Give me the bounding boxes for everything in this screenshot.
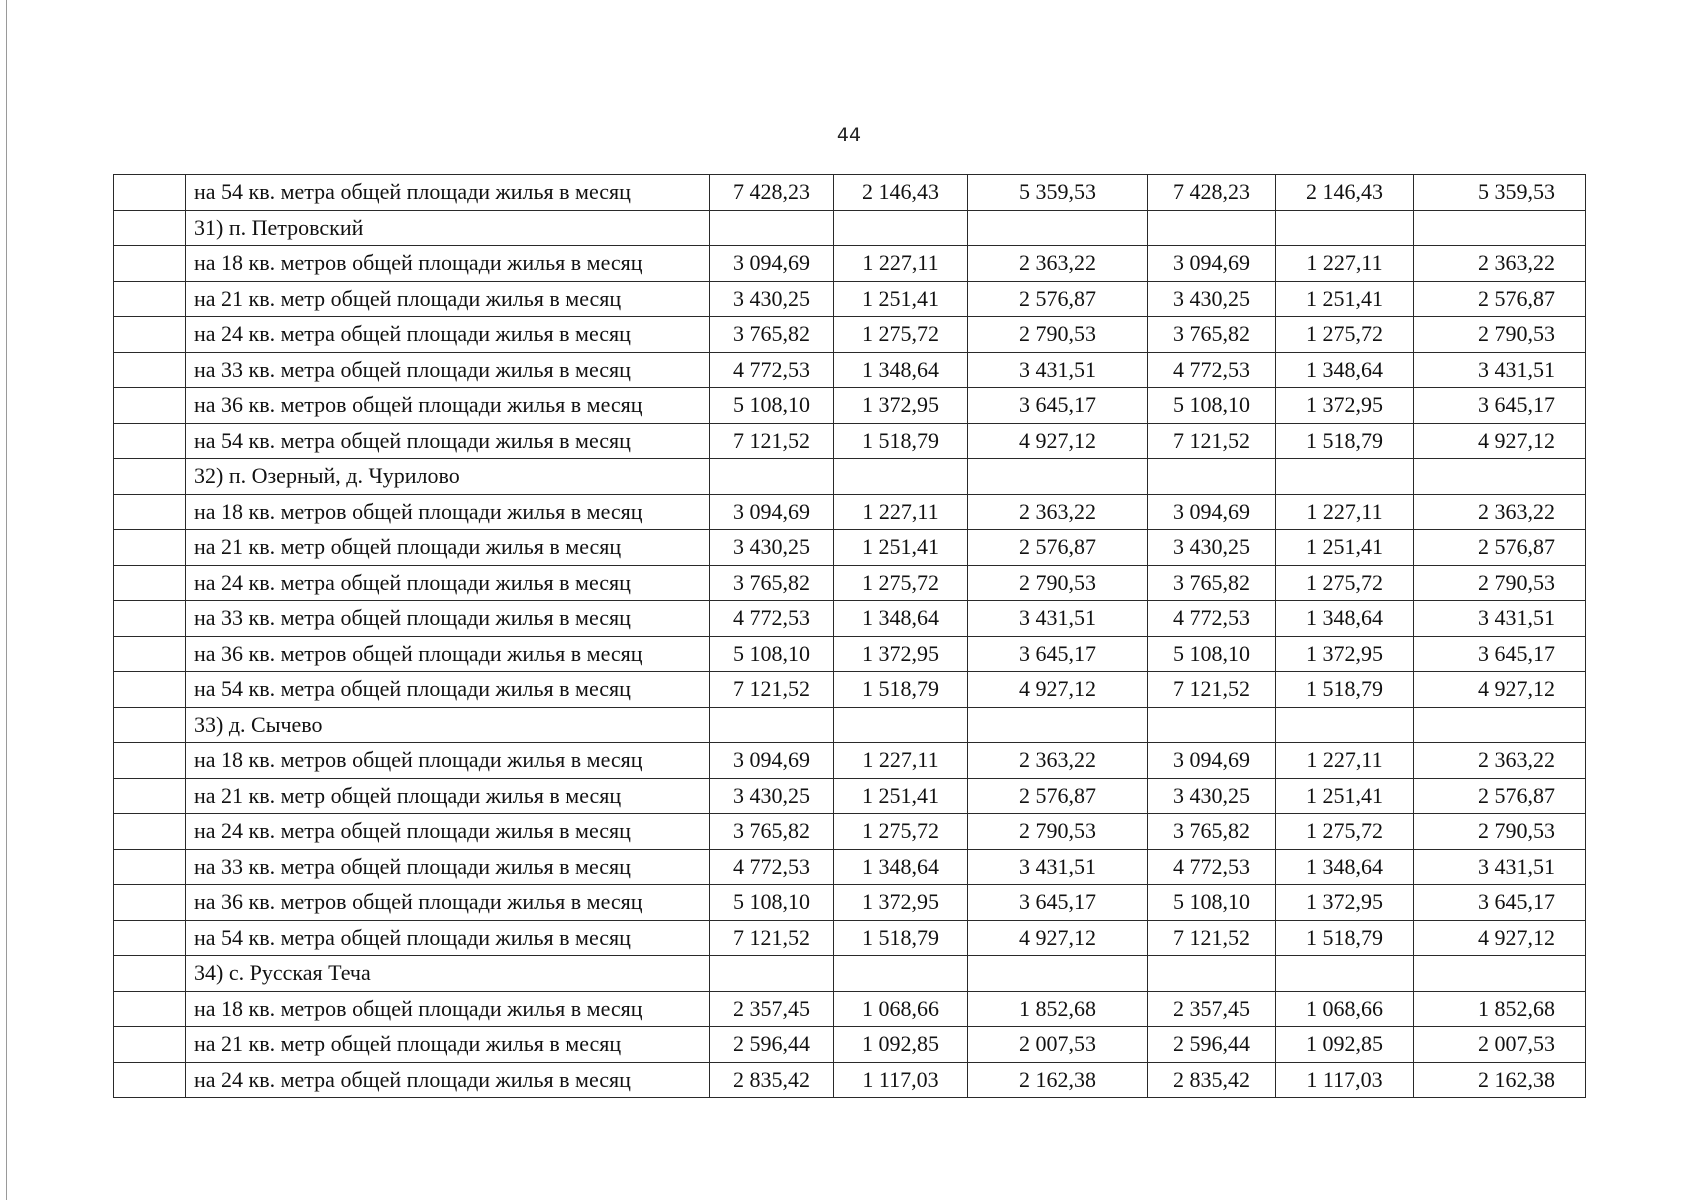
value-cell-3: 2 007,53	[968, 1027, 1148, 1063]
section-label: 31) п. Петровский	[186, 210, 710, 246]
value-cell-5: 1 227,11	[1276, 246, 1414, 282]
row-label: на 33 кв. метра общей площади жилья в месяц	[186, 352, 710, 388]
value-cell-4: 7 121,52	[1148, 920, 1276, 956]
row-number-cell	[114, 707, 186, 743]
value-cell-4: 5 108,10	[1148, 388, 1276, 424]
value-cell-3: 4 927,12	[968, 920, 1148, 956]
value-cell-6: 2 162,38	[1414, 1062, 1586, 1098]
value-cell-1: 3 765,82	[710, 317, 834, 353]
value-cell-4: 3 430,25	[1148, 530, 1276, 566]
value-cell-1: 5 108,10	[710, 636, 834, 672]
value-cell-1	[710, 459, 834, 495]
value-cell-6: 4 927,12	[1414, 672, 1586, 708]
value-cell-2	[834, 210, 968, 246]
section-label: 33) д. Сычево	[186, 707, 710, 743]
value-cell-6: 3 431,51	[1414, 601, 1586, 637]
row-label: на 24 кв. метра общей площади жилья в месяц	[186, 565, 710, 601]
value-cell-6: 3 431,51	[1414, 352, 1586, 388]
value-cell-2: 1 372,95	[834, 885, 968, 921]
value-cell-5: 1 227,11	[1276, 743, 1414, 779]
value-cell-6: 3 645,17	[1414, 885, 1586, 921]
value-cell-2: 1 348,64	[834, 849, 968, 885]
value-cell-5: 1 348,64	[1276, 849, 1414, 885]
value-cell-3: 3 645,17	[968, 636, 1148, 672]
row-label: на 54 кв. метра общей площади жилья в месяц	[186, 423, 710, 459]
value-cell-5: 1 251,41	[1276, 778, 1414, 814]
value-cell-6: 2 790,53	[1414, 317, 1586, 353]
row-label: на 21 кв. метр общей площади жилья в месяц	[186, 1027, 710, 1063]
row-number-cell	[114, 601, 186, 637]
table-row	[114, 494, 1586, 530]
value-cell-3: 3 431,51	[968, 849, 1148, 885]
value-cell-5: 1 348,64	[1276, 352, 1414, 388]
row-number-cell	[114, 636, 186, 672]
row-number-cell	[114, 352, 186, 388]
value-cell-2: 1 251,41	[834, 530, 968, 566]
table-row	[114, 814, 1586, 850]
value-cell-3: 2 363,22	[968, 494, 1148, 530]
table-row	[114, 743, 1586, 779]
section-label: 34) с. Русская Теча	[186, 956, 710, 992]
table-row	[114, 281, 1586, 317]
scan-edge-line	[6, 0, 7, 1200]
value-cell-4: 3 094,69	[1148, 246, 1276, 282]
table-row	[114, 175, 1586, 211]
row-label: на 21 кв. метр общей площади жилья в месяц	[186, 778, 710, 814]
value-cell-5: 1 251,41	[1276, 530, 1414, 566]
section-row	[114, 459, 1586, 495]
value-cell-5: 1 372,95	[1276, 388, 1414, 424]
value-cell-3	[968, 210, 1148, 246]
value-cell-3	[968, 459, 1148, 495]
value-cell-2	[834, 707, 968, 743]
value-cell-6: 5 359,53	[1414, 175, 1586, 211]
value-cell-5: 2 146,43	[1276, 175, 1414, 211]
value-cell-2: 1 227,11	[834, 246, 968, 282]
row-number-cell	[114, 423, 186, 459]
value-cell-2: 1 227,11	[834, 743, 968, 779]
value-cell-2: 1 518,79	[834, 423, 968, 459]
table-row	[114, 423, 1586, 459]
value-cell-3: 2 790,53	[968, 565, 1148, 601]
value-cell-3: 3 431,51	[968, 352, 1148, 388]
table-row	[114, 991, 1586, 1027]
value-cell-1: 2 357,45	[710, 991, 834, 1027]
row-label: на 18 кв. метров общей площади жилья в месяц	[186, 246, 710, 282]
value-cell-4	[1148, 707, 1276, 743]
value-cell-4: 7 121,52	[1148, 423, 1276, 459]
section-label: 32) п. Озерный, д. Чурилово	[186, 459, 710, 495]
row-number-cell	[114, 814, 186, 850]
value-cell-1: 7 428,23	[710, 175, 834, 211]
row-number-cell	[114, 956, 186, 992]
value-cell-4: 3 430,25	[1148, 281, 1276, 317]
value-cell-3: 2 576,87	[968, 530, 1148, 566]
section-row	[114, 210, 1586, 246]
value-cell-4	[1148, 210, 1276, 246]
value-cell-6: 2 790,53	[1414, 814, 1586, 850]
value-cell-2: 1 518,79	[834, 672, 968, 708]
value-cell-1: 5 108,10	[710, 885, 834, 921]
value-cell-1: 3 094,69	[710, 743, 834, 779]
value-cell-5	[1276, 707, 1414, 743]
value-cell-3: 5 359,53	[968, 175, 1148, 211]
value-cell-6	[1414, 707, 1586, 743]
value-cell-3: 2 363,22	[968, 743, 1148, 779]
page-number: 44	[836, 124, 862, 146]
value-cell-5: 1 275,72	[1276, 814, 1414, 850]
value-cell-1: 3 430,25	[710, 530, 834, 566]
row-number-cell	[114, 672, 186, 708]
value-cell-5: 1 068,66	[1276, 991, 1414, 1027]
value-cell-6: 2 363,22	[1414, 246, 1586, 282]
table-row	[114, 246, 1586, 282]
table-row	[114, 601, 1586, 637]
row-number-cell	[114, 459, 186, 495]
value-cell-1: 3 765,82	[710, 565, 834, 601]
table-row	[114, 1062, 1586, 1098]
row-number-cell	[114, 317, 186, 353]
row-number-cell	[114, 565, 186, 601]
value-cell-5: 1 372,95	[1276, 885, 1414, 921]
value-cell-6: 3 645,17	[1414, 636, 1586, 672]
value-cell-4: 2 835,42	[1148, 1062, 1276, 1098]
value-cell-2: 1 275,72	[834, 814, 968, 850]
value-cell-2: 1 275,72	[834, 565, 968, 601]
value-cell-4: 4 772,53	[1148, 601, 1276, 637]
value-cell-5: 1 117,03	[1276, 1062, 1414, 1098]
value-cell-5: 1 227,11	[1276, 494, 1414, 530]
value-cell-3: 3 431,51	[968, 601, 1148, 637]
value-cell-1: 7 121,52	[710, 672, 834, 708]
value-cell-6: 4 927,12	[1414, 423, 1586, 459]
row-number-cell	[114, 210, 186, 246]
value-cell-3: 2 363,22	[968, 246, 1148, 282]
value-cell-6: 3 645,17	[1414, 388, 1586, 424]
value-cell-3: 2 162,38	[968, 1062, 1148, 1098]
row-label: на 21 кв. метр общей площади жилья в месяц	[186, 530, 710, 566]
row-label: на 54 кв. метра общей площади жилья в месяц	[186, 175, 710, 211]
section-row	[114, 707, 1586, 743]
table-row	[114, 317, 1586, 353]
row-label: на 24 кв. метра общей площади жилья в месяц	[186, 317, 710, 353]
row-label: на 54 кв. метра общей площади жилья в месяц	[186, 920, 710, 956]
value-cell-3: 3 645,17	[968, 388, 1148, 424]
value-cell-1: 4 772,53	[710, 352, 834, 388]
table-row	[114, 530, 1586, 566]
row-label: на 24 кв. метра общей площади жилья в месяц	[186, 814, 710, 850]
table-row	[114, 388, 1586, 424]
row-label: на 54 кв. метра общей площади жилья в месяц	[186, 672, 710, 708]
value-cell-1: 3 430,25	[710, 778, 834, 814]
value-cell-3: 4 927,12	[968, 423, 1148, 459]
value-cell-4: 7 428,23	[1148, 175, 1276, 211]
value-cell-1: 2 596,44	[710, 1027, 834, 1063]
value-cell-1	[710, 707, 834, 743]
value-cell-3: 4 927,12	[968, 672, 1148, 708]
value-cell-6: 2 576,87	[1414, 281, 1586, 317]
row-number-cell	[114, 530, 186, 566]
value-cell-4: 4 772,53	[1148, 849, 1276, 885]
row-label: на 33 кв. метра общей площади жилья в месяц	[186, 849, 710, 885]
value-cell-2: 1 348,64	[834, 601, 968, 637]
value-cell-3: 2 576,87	[968, 778, 1148, 814]
table-row	[114, 636, 1586, 672]
table-row	[114, 672, 1586, 708]
value-cell-2	[834, 459, 968, 495]
table-row	[114, 849, 1586, 885]
value-cell-1: 4 772,53	[710, 601, 834, 637]
value-cell-5: 1 092,85	[1276, 1027, 1414, 1063]
value-cell-6: 1 852,68	[1414, 991, 1586, 1027]
value-cell-5: 1 372,95	[1276, 636, 1414, 672]
value-cell-1: 3 430,25	[710, 281, 834, 317]
value-cell-1: 3 094,69	[710, 246, 834, 282]
value-cell-2: 1 275,72	[834, 317, 968, 353]
row-number-cell	[114, 920, 186, 956]
value-cell-5: 1 275,72	[1276, 317, 1414, 353]
value-cell-2: 2 146,43	[834, 175, 968, 211]
value-cell-6: 2 007,53	[1414, 1027, 1586, 1063]
row-number-cell	[114, 1062, 186, 1098]
row-number-cell	[114, 175, 186, 211]
value-cell-2: 1 348,64	[834, 352, 968, 388]
tariff-table-body	[114, 175, 1586, 1098]
row-label: на 33 кв. метра общей площади жилья в месяц	[186, 601, 710, 637]
row-number-cell	[114, 743, 186, 779]
value-cell-6	[1414, 459, 1586, 495]
table-row	[114, 778, 1586, 814]
row-number-cell	[114, 1027, 186, 1063]
value-cell-1: 7 121,52	[710, 920, 834, 956]
table-row	[114, 1027, 1586, 1063]
value-cell-4: 7 121,52	[1148, 672, 1276, 708]
value-cell-4	[1148, 956, 1276, 992]
value-cell-2: 1 068,66	[834, 991, 968, 1027]
value-cell-2: 1 372,95	[834, 388, 968, 424]
value-cell-5: 1 518,79	[1276, 423, 1414, 459]
value-cell-2: 1 251,41	[834, 778, 968, 814]
row-number-cell	[114, 388, 186, 424]
value-cell-1	[710, 210, 834, 246]
value-cell-4: 2 357,45	[1148, 991, 1276, 1027]
value-cell-4: 2 596,44	[1148, 1027, 1276, 1063]
table-row	[114, 565, 1586, 601]
row-label: на 18 кв. метров общей площади жилья в месяц	[186, 743, 710, 779]
row-label: на 36 кв. метров общей площади жилья в месяц	[186, 885, 710, 921]
row-label: на 18 кв. метров общей площади жилья в месяц	[186, 991, 710, 1027]
value-cell-6: 2 363,22	[1414, 494, 1586, 530]
row-number-cell	[114, 246, 186, 282]
row-number-cell	[114, 991, 186, 1027]
value-cell-2: 1 518,79	[834, 920, 968, 956]
tariff-table	[113, 174, 1586, 1098]
value-cell-5: 1 518,79	[1276, 672, 1414, 708]
value-cell-2: 1 372,95	[834, 636, 968, 672]
value-cell-3	[968, 707, 1148, 743]
value-cell-3: 2 576,87	[968, 281, 1148, 317]
value-cell-5: 1 348,64	[1276, 601, 1414, 637]
value-cell-5	[1276, 210, 1414, 246]
value-cell-1: 4 772,53	[710, 849, 834, 885]
row-number-cell	[114, 778, 186, 814]
value-cell-3: 3 645,17	[968, 885, 1148, 921]
value-cell-2: 1 117,03	[834, 1062, 968, 1098]
row-label: на 36 кв. метров общей площади жилья в месяц	[186, 636, 710, 672]
row-number-cell	[114, 849, 186, 885]
value-cell-6: 3 431,51	[1414, 849, 1586, 885]
value-cell-6	[1414, 956, 1586, 992]
value-cell-5	[1276, 956, 1414, 992]
value-cell-1: 7 121,52	[710, 423, 834, 459]
row-number-cell	[114, 281, 186, 317]
value-cell-4: 4 772,53	[1148, 352, 1276, 388]
value-cell-3: 2 790,53	[968, 317, 1148, 353]
value-cell-4: 3 765,82	[1148, 317, 1276, 353]
value-cell-6: 2 363,22	[1414, 743, 1586, 779]
value-cell-1: 3 765,82	[710, 814, 834, 850]
row-label: на 24 кв. метра общей площади жилья в месяц	[186, 1062, 710, 1098]
value-cell-4: 3 094,69	[1148, 743, 1276, 779]
value-cell-6	[1414, 210, 1586, 246]
value-cell-5: 1 251,41	[1276, 281, 1414, 317]
table-row	[114, 885, 1586, 921]
value-cell-1	[710, 956, 834, 992]
value-cell-4: 3 765,82	[1148, 814, 1276, 850]
value-cell-1: 3 094,69	[710, 494, 834, 530]
value-cell-3: 1 852,68	[968, 991, 1148, 1027]
row-label: на 21 кв. метр общей площади жилья в месяц	[186, 281, 710, 317]
row-number-cell	[114, 885, 186, 921]
value-cell-2: 1 092,85	[834, 1027, 968, 1063]
row-label: на 36 кв. метров общей площади жилья в месяц	[186, 388, 710, 424]
row-number-cell	[114, 494, 186, 530]
value-cell-5: 1 518,79	[1276, 920, 1414, 956]
table-row	[114, 352, 1586, 388]
value-cell-4	[1148, 459, 1276, 495]
value-cell-5	[1276, 459, 1414, 495]
value-cell-6: 2 790,53	[1414, 565, 1586, 601]
value-cell-1: 2 835,42	[710, 1062, 834, 1098]
value-cell-6: 2 576,87	[1414, 530, 1586, 566]
table-row	[114, 920, 1586, 956]
value-cell-4: 3 094,69	[1148, 494, 1276, 530]
value-cell-2	[834, 956, 968, 992]
value-cell-2: 1 251,41	[834, 281, 968, 317]
value-cell-4: 3 430,25	[1148, 778, 1276, 814]
section-row	[114, 956, 1586, 992]
value-cell-5: 1 275,72	[1276, 565, 1414, 601]
value-cell-3	[968, 956, 1148, 992]
value-cell-6: 4 927,12	[1414, 920, 1586, 956]
value-cell-1: 5 108,10	[710, 388, 834, 424]
value-cell-4: 5 108,10	[1148, 636, 1276, 672]
value-cell-6: 2 576,87	[1414, 778, 1586, 814]
value-cell-4: 3 765,82	[1148, 565, 1276, 601]
value-cell-4: 5 108,10	[1148, 885, 1276, 921]
row-label: на 18 кв. метров общей площади жилья в месяц	[186, 494, 710, 530]
value-cell-2: 1 227,11	[834, 494, 968, 530]
value-cell-3: 2 790,53	[968, 814, 1148, 850]
